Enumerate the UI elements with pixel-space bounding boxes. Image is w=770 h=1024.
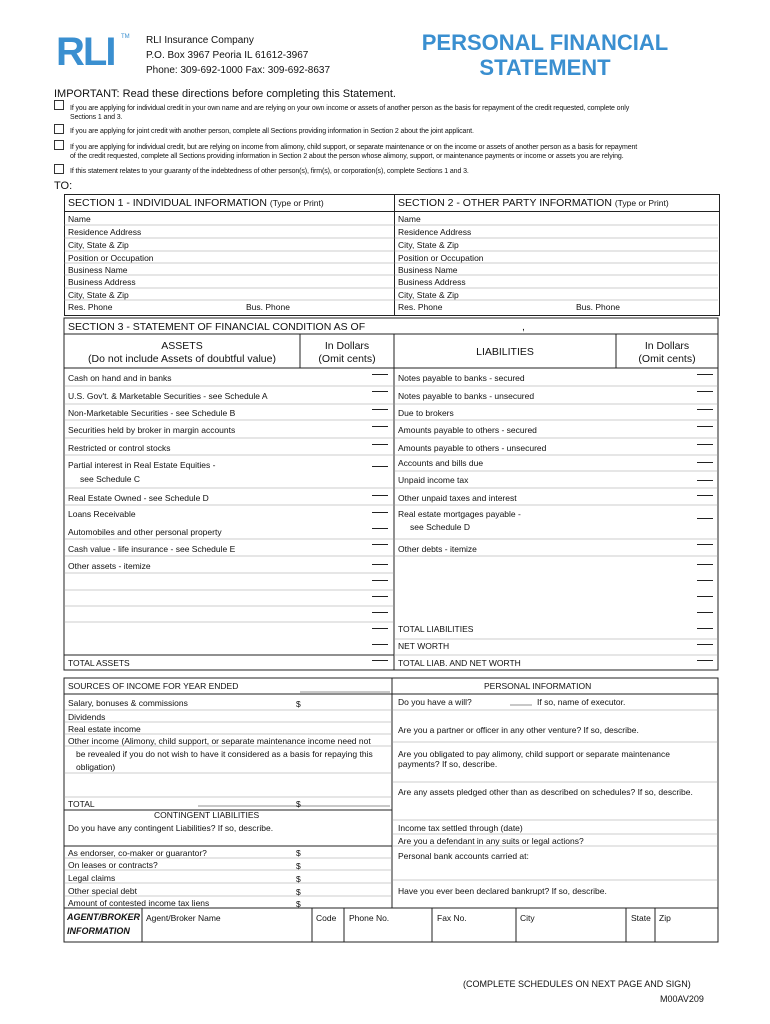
- asset-other: Other assets - itemize: [68, 561, 151, 571]
- liability-amount-blank-15[interactable]: [697, 644, 713, 645]
- contingent-leases: On leases or contracts?: [68, 860, 158, 870]
- section1-title-text: SECTION 1 - INDIVIDUAL INFORMATION: [68, 197, 267, 209]
- assets-header-1: ASSETS: [161, 340, 203, 352]
- s1-name-label: Name: [68, 214, 91, 224]
- liability-amount-blank-2[interactable]: [697, 409, 713, 410]
- section1-note: (Type or Print): [269, 198, 324, 208]
- instruction-3b: of the credit requested, complete all Sections providing information in Section 2 about the person whose alimony, support, or maintenance payments or income or assets you are relying.: [70, 153, 624, 160]
- liab-income-tax: Unpaid income tax: [398, 475, 469, 485]
- liab-dollars-1: In Dollars: [644, 340, 690, 352]
- income-dividends: Dividends: [68, 712, 106, 722]
- personal-alimony-1: Are you obligated to pay alimony, child support or separate maintenance: [398, 749, 671, 759]
- income-total: TOTAL: [68, 799, 95, 809]
- liab-mortgages-sched: see Schedule D: [410, 522, 471, 532]
- s2-res-phone-label: Res. Phone: [398, 302, 443, 312]
- contingent-endorser: As endorser, co-maker or guarantor?: [68, 848, 207, 858]
- income-other-2: be revealed if you do not wish to have it considered as a basis for repaying this: [76, 749, 373, 759]
- total-liab-net-worth: TOTAL LIAB. AND NET WORTH: [398, 658, 521, 668]
- assets-dollars-1: In Dollars: [324, 340, 370, 352]
- liability-amount-blank-5[interactable]: [697, 462, 713, 463]
- income-other-3: obligation): [76, 762, 116, 772]
- asset-loans: Loans Receivable: [68, 509, 136, 519]
- liab-accounts: Accounts and bills due: [398, 458, 484, 468]
- asset-life-insurance: Cash value - life insurance - see Schedule E: [68, 544, 236, 554]
- contingent-dollar-5: $: [296, 899, 301, 909]
- title-line-1: PERSONAL FINANCIAL: [421, 30, 669, 55]
- liability-amount-blank-9[interactable]: [697, 544, 713, 545]
- liability-amount-blank-10[interactable]: [697, 564, 713, 565]
- liability-amount-blank-7[interactable]: [697, 495, 713, 496]
- asset-amount-blank-11[interactable]: [372, 580, 388, 581]
- form-number: M00AV209: [660, 994, 704, 1004]
- liability-amount-blank-13[interactable]: [697, 612, 713, 613]
- asset-amount-blank-1[interactable]: [372, 391, 388, 392]
- asset-amount-blank-5[interactable]: [372, 466, 388, 467]
- contingent-dollar-4: $: [296, 887, 301, 897]
- income-title: SOURCES OF INCOME FOR YEAR ENDED: [68, 681, 239, 691]
- asset-amount-blank-16[interactable]: [372, 660, 388, 661]
- contingent-dollar-3: $: [296, 874, 301, 884]
- liability-amount-blank-14[interactable]: [697, 628, 713, 629]
- asset-us-securities: U.S. Gov't. & Marketable Securities - see Schedule A: [68, 391, 268, 401]
- assets-header-2: (Do not include Assets of doubtful value): [88, 353, 276, 365]
- contingent-dollar-1: $: [296, 848, 301, 858]
- s1-res-phone-label: Res. Phone: [68, 302, 113, 312]
- asset-restricted: Restricted or control stocks: [68, 443, 171, 453]
- asset-re-owned: Real Estate Owned - see Schedule D: [68, 493, 209, 503]
- agent-city-label: City: [520, 913, 535, 923]
- income-other: Other income (Alimony, child support, or separate maintenance income need not: [68, 736, 371, 746]
- s2-residence-label: Residence Address: [398, 227, 472, 237]
- s1-business-address-label: Business Address: [68, 277, 136, 287]
- liabilities-header: LIABILITIES: [476, 346, 534, 358]
- footer-note: (COMPLETE SCHEDULES ON NEXT PAGE AND SIGN): [463, 979, 691, 989]
- asset-amount-blank-7[interactable]: [372, 512, 388, 513]
- section2-title-text: SECTION 2 - OTHER PARTY INFORMATION: [398, 197, 612, 209]
- section3-title: SECTION 3 - STATEMENT OF FINANCIAL CONDITION AS OF: [68, 321, 366, 333]
- asset-amount-blank-3[interactable]: [372, 426, 388, 427]
- total-assets: TOTAL ASSETS: [68, 658, 130, 668]
- asset-partial-re-sched: see Schedule C: [80, 474, 141, 484]
- personal-pledged: Are any assets pledged other than as described on schedules? If so, describe.: [398, 787, 693, 797]
- liability-amount-blank-6[interactable]: [697, 480, 713, 481]
- instruction-3a: If you are applying for individual credit, but are relying on income from alimony, child support, or separate maintenance or on the income or assets of another person as a basis for repayment: [70, 144, 638, 151]
- personal-bank-accounts: Personal bank accounts carried at:: [398, 851, 529, 861]
- assets-header: [64, 340, 300, 366]
- agent-phone-label: Phone No.: [349, 913, 390, 923]
- asset-amount-blank-14[interactable]: [372, 628, 388, 629]
- income-real-estate: Real estate income: [68, 724, 141, 734]
- liab-mortgages: Real estate mortgages payable -: [398, 509, 521, 519]
- s2-position-label: Position or Occupation: [398, 253, 484, 263]
- agent-state-label: State: [631, 913, 651, 923]
- personal-executor: If so, name of executor.: [537, 697, 626, 707]
- agent-zip-label: Zip: [659, 913, 671, 923]
- liability-amount-blank-12[interactable]: [697, 596, 713, 597]
- asset-amount-blank-2[interactable]: [372, 409, 388, 410]
- s1-residence-label: Residence Address: [68, 227, 142, 237]
- section2-note: (Type or Print): [614, 198, 669, 208]
- liab-dollars-2: (Omit cents): [638, 353, 696, 365]
- section3-comma: ,: [522, 321, 525, 333]
- assets-dollars-header: [300, 340, 394, 366]
- s2-business-address-label: Business Address: [398, 277, 466, 287]
- income-total-dollar: $: [296, 799, 301, 809]
- total-liabilities: TOTAL LIABILITIES: [398, 624, 474, 634]
- s1-bus-phone-label: Bus. Phone: [246, 302, 290, 312]
- trademark-mark: TM: [121, 34, 130, 40]
- s1-position-label: Position or Occupation: [68, 253, 154, 263]
- asset-cash: Cash on hand and in banks: [68, 373, 172, 383]
- contingent-title: CONTINGENT LIABILITIES: [154, 810, 260, 820]
- s2-name-label: Name: [398, 214, 421, 224]
- personal-title: PERSONAL INFORMATION: [484, 681, 592, 691]
- liab-others-secured: Amounts payable to others - secured: [398, 425, 537, 435]
- contingent-special: Other special debt: [68, 886, 137, 896]
- title-line-2: STATEMENT: [479, 55, 611, 80]
- to-label: TO:: [54, 180, 73, 192]
- asset-amount-blank-10[interactable]: [372, 564, 388, 565]
- income-salary-dollar: $: [296, 699, 301, 709]
- s1-business-city-label: City, State & Zip: [68, 290, 129, 300]
- personal-bankrupt: Have you ever been declared bankrupt? If so, describe.: [398, 886, 607, 896]
- contingent-question: Do you have any contingent Liabilities? If so, describe.: [68, 823, 274, 833]
- s2-city-label: City, State & Zip: [398, 240, 459, 250]
- income-salary: Salary, bonuses & commissions: [68, 698, 188, 708]
- s1-business-name-label: Business Name: [68, 265, 128, 275]
- asset-amount-blank-12[interactable]: [372, 596, 388, 597]
- agent-code-label: Code: [316, 913, 337, 923]
- asset-margin: Securities held by broker in margin accounts: [68, 425, 236, 435]
- liab-other-debts: Other debts - itemize: [398, 544, 477, 554]
- instruction-4: If this statement relates to your guaranty of the indebtedness of other person(s), firm(s), or corporation(s), complete Sections 1 and 3.: [70, 168, 469, 175]
- contingent-legal: Legal claims: [68, 873, 116, 883]
- liability-amount-blank-3[interactable]: [697, 426, 713, 427]
- rli-logo: RLI: [56, 30, 115, 74]
- liab-notes-unsecured: Notes payable to banks - unsecured: [398, 391, 535, 401]
- agent-label-1: AGENT/BROKER: [67, 912, 141, 922]
- assets-dollars-2: (Omit cents): [318, 353, 376, 365]
- instruction-1a: If you are applying for individual credit in your own name and are relying on your own income or assets of another person as the basis for repayment of the credit requested, complete only: [70, 105, 630, 112]
- liability-amount-blank-1[interactable]: [697, 391, 713, 392]
- company-name: RLI Insurance Company: [146, 35, 254, 46]
- liability-amount-blank-4[interactable]: [697, 444, 713, 445]
- asset-automobiles: Automobiles and other personal property: [68, 527, 222, 537]
- liability-amount-blank-11[interactable]: [697, 580, 713, 581]
- net-worth: NET WORTH: [398, 641, 450, 651]
- asset-amount-blank-9[interactable]: [372, 544, 388, 545]
- asset-non-marketable: Non-Marketable Securities - see Schedule B: [68, 408, 236, 418]
- personal-suits: Are you a defendant in any suits or legal actions?: [398, 836, 584, 846]
- agent-label-2: INFORMATION: [67, 926, 130, 936]
- liab-others-unsecured: Amounts payable to others - unsecured: [398, 443, 547, 453]
- personal-alimony-2: payments? If so, describe.: [398, 759, 498, 769]
- instruction-1b: Sections 1 and 3.: [70, 114, 123, 121]
- contingent-tax-liens: Amount of contested income tax liens: [68, 898, 210, 908]
- s2-business-name-label: Business Name: [398, 265, 458, 275]
- s2-business-city-label: City, State & Zip: [398, 290, 459, 300]
- personal-tax-settled: Income tax settled through (date): [398, 823, 523, 833]
- liability-amount-blank-0[interactable]: [697, 374, 713, 375]
- asset-amount-blank-6[interactable]: [372, 495, 388, 496]
- agent-fax-label: Fax No.: [437, 913, 467, 923]
- liability-amount-blank-16[interactable]: [697, 660, 713, 661]
- agent-name-label: Agent/Broker Name: [146, 913, 221, 923]
- liab-brokers: Due to brokers: [398, 408, 454, 418]
- personal-partner: Are you a partner or officer in any other venture? If so, describe.: [398, 725, 639, 735]
- contingent-dollar-2: $: [296, 861, 301, 871]
- important-note: IMPORTANT: Read these directions before completing this Statement.: [54, 88, 396, 100]
- instruction-2: If you are applying for joint credit with another person, complete all Sections providing information in Section 2 about the joint applicant.: [70, 128, 474, 135]
- company-phone: Phone: 309-692-1000 Fax: 309-692-8637: [146, 65, 331, 76]
- liab-other-taxes: Other unpaid taxes and interest: [398, 493, 517, 503]
- liabilities-dollars-header: [616, 340, 718, 366]
- asset-amount-blank-13[interactable]: [372, 612, 388, 613]
- asset-amount-blank-4[interactable]: [372, 444, 388, 445]
- company-address: P.O. Box 3967 Peoria IL 61612-3967: [146, 50, 309, 61]
- s1-city-label: City, State & Zip: [68, 240, 129, 250]
- asset-amount-blank-8[interactable]: [372, 528, 388, 529]
- asset-amount-blank-15[interactable]: [372, 644, 388, 645]
- asset-amount-blank-0[interactable]: [372, 374, 388, 375]
- asset-partial-re: Partial interest in Real Estate Equities -: [68, 460, 216, 470]
- personal-will: Do you have a will?: [398, 697, 472, 707]
- liab-notes-secured: Notes payable to banks - secured: [398, 373, 525, 383]
- liability-amount-blank-8[interactable]: [697, 518, 713, 519]
- s2-bus-phone-label: Bus. Phone: [576, 302, 620, 312]
